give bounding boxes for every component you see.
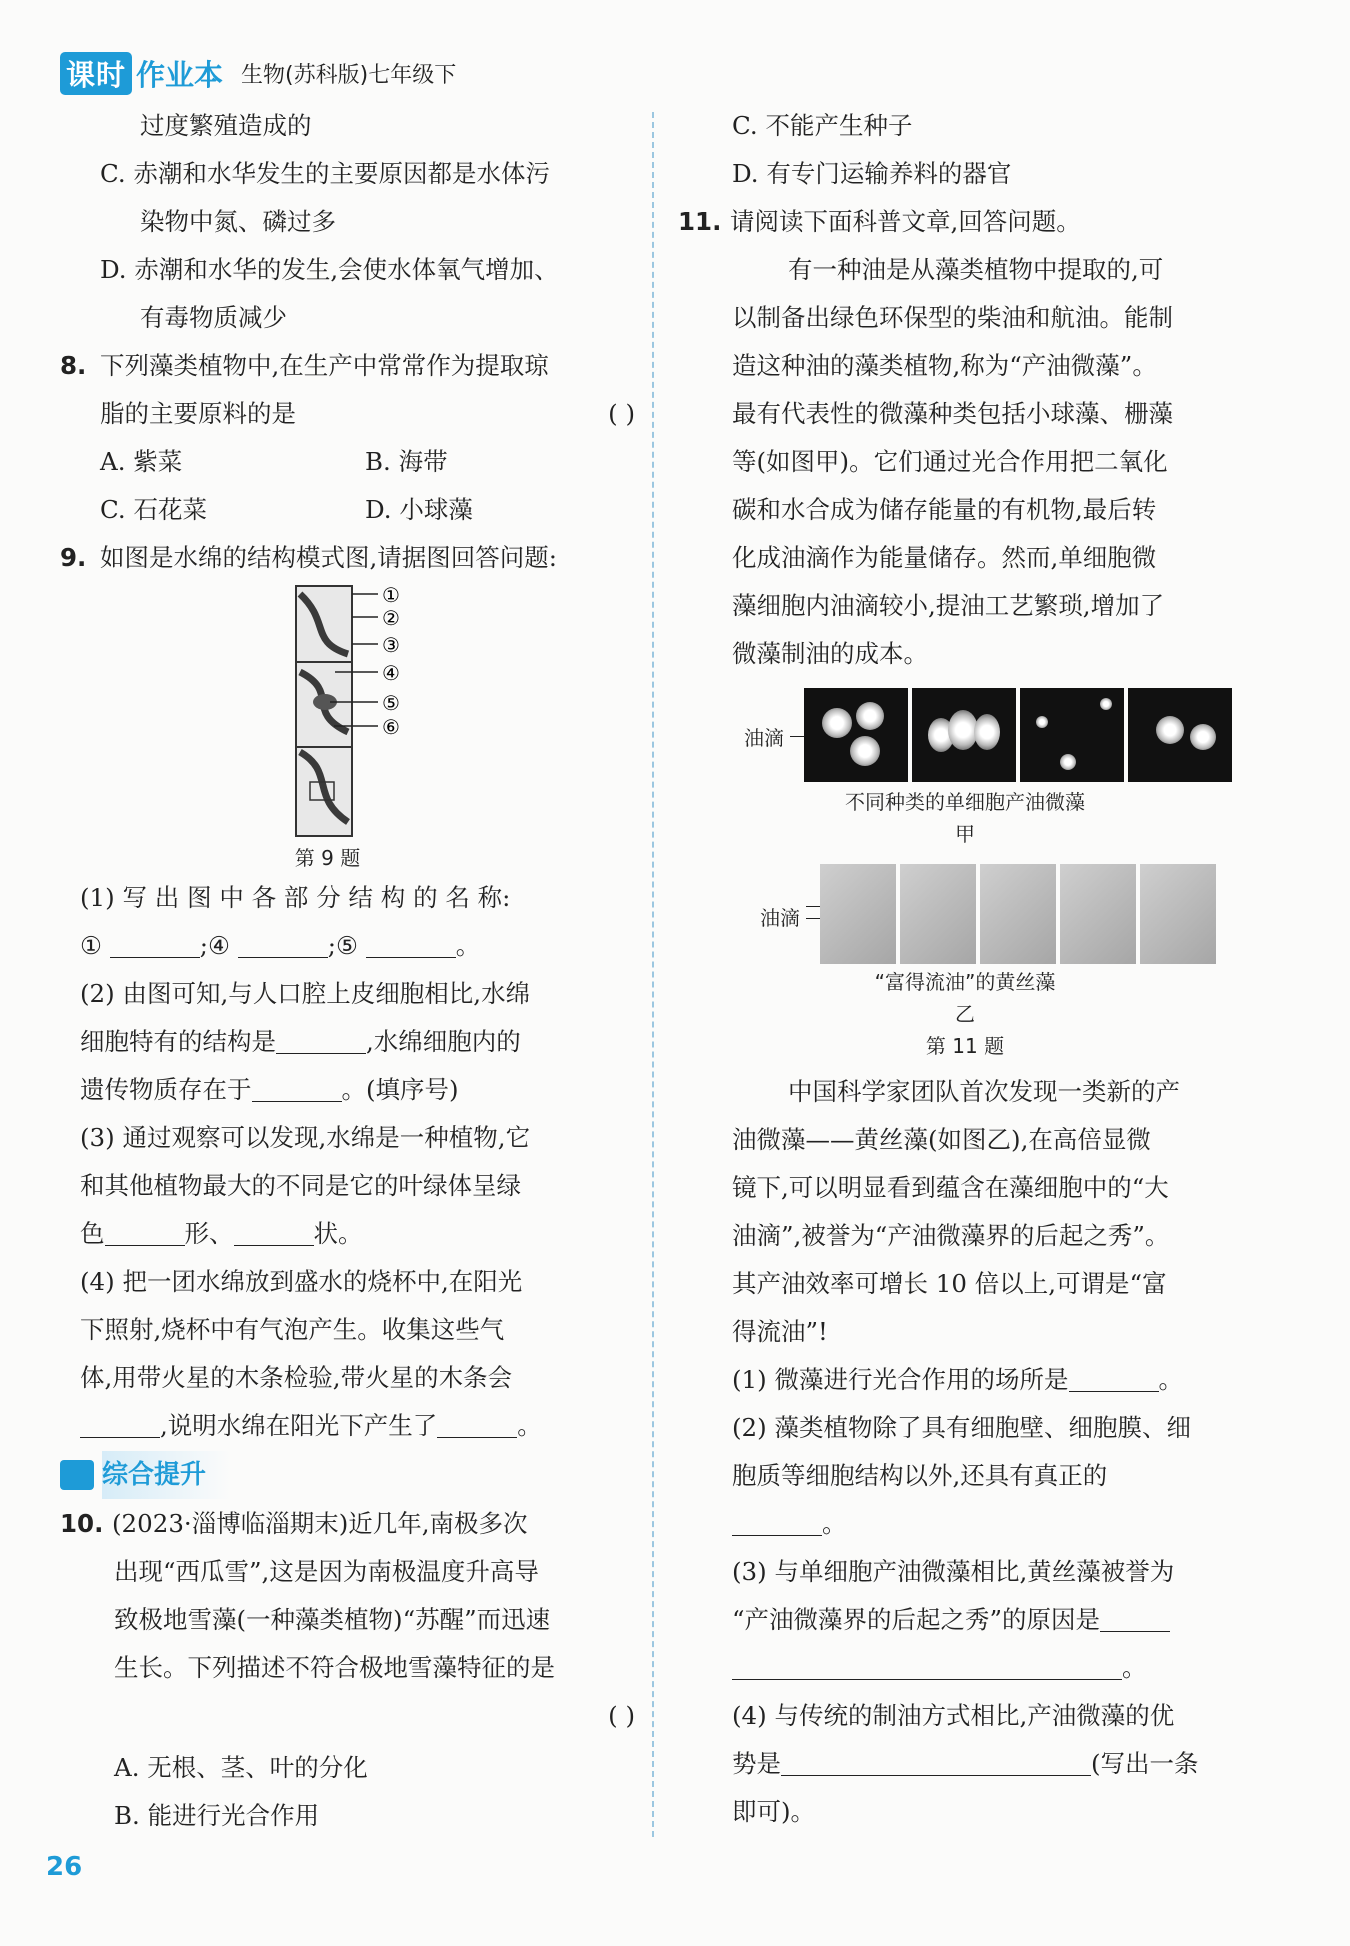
q9-part3: (3) 通过观察可以发现,水绵是一种植物,它	[80, 1123, 531, 1152]
q8-options-row1	[60, 438, 635, 486]
paragraph-line: 以制备出绿色环保型的柴油和航油。能制	[732, 303, 1173, 332]
question-8-line2	[60, 390, 635, 438]
question-number: 8.	[60, 351, 87, 380]
left-column	[60, 102, 635, 1840]
section-heading	[60, 1450, 635, 1500]
text: 遗传物质存在于	[80, 1075, 252, 1104]
answer-blank[interactable]	[252, 1073, 342, 1102]
q9-part3-line3	[60, 1210, 635, 1258]
question-text: 如图是水绵的结构模式图,请据图回答问题:	[100, 543, 558, 572]
algae-filament-photo	[820, 864, 896, 964]
q11-part4: (4) 与传统的制油方式相比,产油微藻的优	[732, 1701, 1175, 1730]
q11-part2: (2) 藻类植物除了具有细胞壁、细胞膜、细	[732, 1413, 1191, 1442]
q11-part4-line2	[680, 1740, 1250, 1788]
microalgae-photo	[1020, 688, 1124, 782]
algae-filament-photo	[900, 864, 976, 964]
page-header	[60, 52, 456, 94]
figure-caption: 第 11 题	[925, 1034, 1005, 1058]
option-d: D. 赤潮和水华的发生,会使水体氧气增加、	[100, 255, 559, 284]
answer-blank[interactable]	[732, 1651, 1122, 1680]
q9-part2: (2) 由图可知,与人口腔上皮细胞相比,水绵	[80, 979, 531, 1008]
microalgae-photo	[912, 688, 1016, 782]
marker: ①	[80, 931, 102, 960]
marker: ;⑤	[327, 931, 358, 960]
subject-title: 生物(苏科版)七年级下	[241, 62, 457, 88]
q9-part4-line3: 体,用带火星的木条检验,带火星的木条会	[80, 1363, 513, 1392]
algae-filament-photo	[1060, 864, 1136, 964]
microscope-photos-a	[804, 688, 1232, 782]
figure-caption: “富得流油”的黄丝藻	[874, 970, 1056, 994]
text: 细胞特有的结构是	[80, 1027, 276, 1056]
text: 色	[80, 1219, 105, 1248]
q9-part4-line2: 下照射,烧杯中有气泡产生。收集这些气	[80, 1315, 505, 1344]
answer-blank[interactable]	[110, 929, 200, 958]
question-text: 下列藻类植物中,在生产中常常作为提取琼	[100, 351, 549, 380]
pencil-icon	[60, 1460, 94, 1490]
fig9-label-1: ①	[382, 583, 400, 607]
question-text: 脂的主要原料的是	[100, 399, 296, 428]
oil-drop-label: 油滴	[744, 726, 784, 750]
paragraph-line: 等(如图甲)。它们通过光合作用把二氧化	[732, 447, 1168, 476]
question-11	[678, 198, 1250, 246]
figure-sub-label: 乙	[955, 1002, 975, 1026]
punct: 。	[517, 1411, 542, 1440]
question-8	[60, 342, 635, 390]
q11-part2-line3	[680, 1500, 1250, 1548]
q11-part1	[680, 1356, 1250, 1404]
paragraph-line: 镜下,可以明显看到蕴含在藻细胞中的“大	[732, 1173, 1169, 1202]
q9-part2-line3	[60, 1066, 635, 1114]
question-9	[60, 534, 635, 582]
column-divider	[652, 112, 654, 1837]
option-c[interactable]: C. 不能产生种子	[732, 111, 913, 140]
punct: 。	[455, 931, 481, 960]
option-a[interactable]: A. 紫菜	[100, 447, 183, 476]
algae-filament-photo	[1140, 864, 1216, 964]
microscope-photos-b	[820, 864, 1216, 964]
figure-caption: 第 9 题	[294, 846, 361, 870]
question-number: 11.	[678, 207, 722, 236]
paragraph-line: 藻细胞内油滴较小,提油工艺繁琐,增加了	[732, 591, 1165, 620]
oil-drop-label: 油滴	[760, 906, 800, 930]
paragraph-line: 微藻制油的成本。	[732, 639, 928, 668]
logo	[60, 52, 223, 95]
option-d[interactable]: D. 小球藻	[365, 495, 473, 524]
figure-b	[680, 864, 1250, 966]
paragraph-line: 油滴”,被誉为“产油微藻界的后起之秀”。	[732, 1221, 1170, 1250]
text-line: 致极地雪藻(一种藻类植物)“苏醒”而迅速	[114, 1605, 551, 1634]
punct: 。	[822, 1509, 847, 1538]
section-title: 综合提升	[102, 1451, 230, 1499]
fig9-label-4: ④	[382, 661, 400, 685]
answer-paren[interactable]: ( )	[608, 1701, 635, 1730]
q9-part1-blanks	[60, 922, 635, 970]
option-b[interactable]: B. 海带	[365, 447, 448, 476]
q11-part3-line3	[680, 1644, 1250, 1692]
punct: 。	[1158, 1365, 1183, 1394]
question-text: (2023·淄博临淄期末)近几年,南极多次	[112, 1509, 528, 1538]
figure-caption: 不同种类的单细胞产油微藻	[845, 790, 1085, 814]
figure-a	[680, 688, 1250, 786]
paragraph-line: 油微藻——黄丝藻(如图乙),在高倍显微	[732, 1125, 1151, 1154]
option-c: C. 赤潮和水华发生的主要原因都是水体污	[100, 159, 550, 188]
answer-blank[interactable]	[1100, 1603, 1170, 1632]
paragraph-line: 碳和水合成为储存能量的有机物,最后转	[732, 495, 1157, 524]
text: ,水绵细胞内的	[366, 1027, 521, 1056]
answer-blank[interactable]	[234, 1217, 314, 1246]
text: 。(填序号)	[341, 1075, 459, 1104]
text: 形、	[184, 1219, 234, 1248]
page-number: 26	[46, 1852, 83, 1882]
q9-part3-line2: 和其他植物最大的不同是它的叶绿体呈绿	[80, 1171, 521, 1200]
text: (1) 微藻进行光合作用的场所是	[732, 1365, 1069, 1394]
text-line: 出现“西瓜雪”,这是因为南极温度升高导	[114, 1557, 539, 1586]
q9-part4: (4) 把一团水绵放到盛水的烧杯中,在阳光	[80, 1267, 523, 1296]
paragraph-line: 得流油”!	[732, 1317, 828, 1346]
q11-part3: (3) 与单细胞产油微藻相比,黄丝藻被誉为	[732, 1557, 1175, 1586]
text-line: 有毒物质减少	[140, 303, 287, 332]
algae-filament-photo	[980, 864, 1056, 964]
logo-text: 作业本	[136, 57, 224, 92]
q9-part2-line2	[60, 1018, 635, 1066]
figure-sub-label: 甲	[955, 822, 975, 846]
question-number: 9.	[60, 543, 87, 572]
answer-blank[interactable]	[732, 1507, 822, 1536]
punct: 。	[1122, 1653, 1147, 1682]
microalgae-photo	[1128, 688, 1232, 782]
option-c[interactable]: C. 石花菜	[100, 495, 207, 524]
option-d[interactable]: D. 有专门运输养料的器官	[732, 159, 1012, 188]
q11-part4-line3: 即可)。	[732, 1797, 816, 1826]
answer-blank[interactable]	[276, 1025, 366, 1054]
text: “产油微藻界的后起之秀”的原因是	[732, 1605, 1101, 1634]
text: (写出一条	[1091, 1749, 1199, 1778]
option-b[interactable]: B. 能进行光合作用	[114, 1801, 320, 1830]
q8-options-row2	[60, 486, 635, 534]
text: ,说明水绵在阳光下产生了	[160, 1411, 438, 1440]
right-column	[680, 102, 1250, 1836]
answer-blank[interactable]	[437, 1409, 517, 1438]
answer-blank[interactable]	[781, 1747, 1091, 1776]
spirogyra-figure	[60, 582, 635, 842]
text: 势是	[732, 1749, 781, 1778]
paragraph-line: 最有代表性的微藻种类包括小球藻、栅藻	[732, 399, 1173, 428]
microalgae-photo	[804, 688, 908, 782]
answer-paren[interactable]: ( )	[608, 399, 635, 428]
q9-part4-line4	[60, 1402, 635, 1450]
option-a[interactable]: A. 无根、茎、叶的分化	[114, 1753, 368, 1782]
paragraph-line: 其产油效率可增长 10 倍以上,可谓是“富	[732, 1269, 1167, 1298]
answer-paren-row	[60, 1692, 635, 1740]
question-10	[60, 1500, 635, 1548]
logo-box: 课时	[60, 52, 132, 95]
fig9-label-6: ⑥	[382, 715, 400, 739]
answer-blank[interactable]	[366, 929, 456, 958]
paragraph-line: 造这种油的藻类植物,称为“产油微藻”。	[732, 351, 1157, 380]
answer-blank[interactable]	[1069, 1363, 1159, 1392]
question-text: 请阅读下面科普文章,回答问题。	[730, 207, 1081, 236]
marker: ;④	[199, 931, 230, 960]
q11-part3-line2	[680, 1596, 1250, 1644]
text-line: 染物中氮、磷过多	[140, 207, 336, 236]
fig9-label-2: ②	[382, 606, 400, 630]
text-line: 过度繁殖造成的	[140, 111, 312, 140]
paragraph-line: 有一种油是从藻类植物中提取的,可	[788, 255, 1164, 284]
fig9-label-3: ③	[382, 633, 400, 657]
question-number: 10.	[60, 1509, 104, 1538]
q11-part2-line2: 胞质等细胞结构以外,还具有真正的	[732, 1461, 1108, 1490]
spirogyra-diagram	[60, 582, 635, 842]
answer-blank[interactable]	[80, 1409, 160, 1438]
paragraph-line: 中国科学家团队首次发现一类新的产	[788, 1077, 1180, 1106]
text-line: 生长。下列描述不符合极地雪藻特征的是	[114, 1653, 555, 1682]
paragraph-line: 化成油滴作为能量储存。然而,单细胞微	[732, 543, 1157, 572]
text: 状。	[313, 1219, 363, 1248]
answer-blank[interactable]	[105, 1217, 185, 1246]
answer-blank[interactable]	[238, 929, 328, 958]
fig9-label-5: ⑤	[382, 691, 400, 715]
q9-part1: (1) 写 出 图 中 各 部 分 结 构 的 名 称:	[80, 883, 511, 912]
